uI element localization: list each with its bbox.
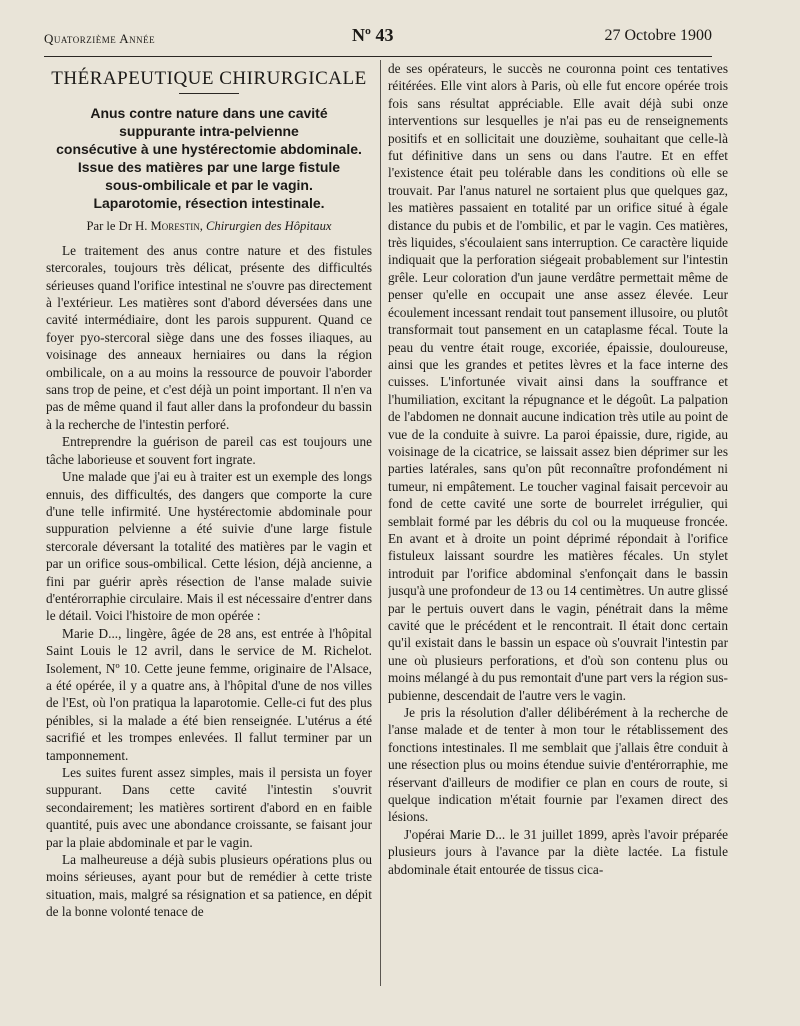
column-divider <box>380 60 381 986</box>
article-title-line: Anus contre nature dans une cavité <box>90 105 328 122</box>
article-title-line: consécutive à une hystérectomie abdominale. <box>56 141 362 158</box>
paragraph: J'opérai Marie D... le 31 juillet 1899, après l'avoir préparée plusieurs jours à l'avance par la diète lactée. La fistule abdominale était entourée de tissus cica- <box>388 826 728 877</box>
paragraph: Marie D..., lingère, âgée de 28 ans, est entrée à l'hôpital Saint Louis le 12 avril, dans le service de M. Richelot. Isolement, Nº 10. Cette jeune femme, originaire de l'Alsace, a été opérée, il y a quatre ans, à l'hôpital d'une de nos villes de l'Est, où l'on pratiqua la laparotomie. Celle-ci fut des plus pénibles, si la malade a été bien renseignée. L'utérus a été sacrifié et les trompes enlevées. Il fallut terminer par un tamponnement. <box>46 625 372 763</box>
paragraph: Entreprendre la guérison de pareil cas est toujours une tâche laborieuse et souvent fort ingrate. <box>46 434 372 467</box>
paragraph: Une malade que j'ai eu à traiter est un exemple des longs ennuis, des difficultés, des dangers que comporte la cure d'une telle infirmité. Une hystérectomie abdominale pour suppuration pelvienne a été suivie d'une large fistule stercorale déversant la totalité des matières par le vagin et par un orifice sous-ombilical. Cette lésion, déjà ancienne, a fini par guérir après résection de l'anse malade suivie d'entérorraphie circulaire. Mais il est nécessaire d'entrer dans le détail. Voici l'histoire de mon opérée : <box>46 469 372 624</box>
byline-prefix: Par le Dr H. <box>86 219 148 234</box>
article-title-line: Issue des matières par une large fistule <box>77 159 341 176</box>
paragraph: Je pris la résolution d'aller délibérément à la recherche de l'anse malade et de tenter à mon tour le rétablissement des fonctions intestinales. Il me semblait que j'allais être conduit à une résection plus ou moins étendue suivie d'entérorraphie, me réservant d'ailleurs de modifier ce plan en cours de route, si quelque indication m'était fournie par l'examen direct des lésions. <box>388 705 728 825</box>
article-title-line: suppurante intra-pelvienne <box>119 123 299 140</box>
left-column <box>46 60 372 1026</box>
article-title-line: Laparotomie, résection intestinale. <box>93 195 325 212</box>
page-header <box>44 24 712 52</box>
byline-role: Chirurgien des Hôpitaux <box>206 219 332 234</box>
title-rule <box>179 93 239 94</box>
article-title-line: sous-ombilicale et par le vagin. <box>105 177 313 194</box>
paragraph: Les suites furent assez simples, mais il persista un foyer suppurant. Dans cette cavité l'intestin s'ouvrit secondairement; les matières sortirent d'abord en en faible quantité, puis avec une abondance croissante, se faisant jour par la plaie abdominale et par le vagin. <box>46 765 372 850</box>
byline <box>46 218 372 235</box>
byline-author: Morestin, <box>150 219 203 234</box>
header-issue-number: Nº 43 <box>352 25 394 45</box>
right-column <box>388 60 728 1026</box>
header-year: Quatorzième Année <box>44 31 156 46</box>
article-title <box>46 104 372 212</box>
section-title: THÉRAPEUTIQUE CHIRURGICALE <box>51 68 367 89</box>
paragraph: Le traitement des anus contre nature et des fistules stercorales, toujours très délicat, présente des difficultés sérieuses quand l'orifice intestinal ne s'ouvre pas directement à l'extérieur. Les matières sont d'abord déversées dans une cavité intermédiaire, dont les parois suppurent. Quand ce foyer pyo-stercoral siège dans une des fosses iliaques, au voisinage des anneaux herniaires ou dans la région ombilicale, on a au moins la ressource de pouvoir l'aborder sans trop de peine, et c'est déjà un point important. Il n'en va pas de même quand il faut aller dans la profondeur du bassin à la recherche de l'intestin perforé. <box>46 242 372 432</box>
header-rule <box>44 56 712 57</box>
header-date: 27 Octobre 1900 <box>604 27 712 44</box>
paragraph: de ses opérateurs, le succès ne couronna point ces tentatives réitérées. Elle vint alors à Paris, où elle fut encore opérée trois fois sans résultat appréciable. Elle avait déjà subi onze interventions sur lesquelles je n'ai pas eu de renseignements positifs et en sollicitait une douzième, souhaitant que celle-là fut définitive dans un sens ou dans l'autre. Et en effet l'existence était peu tolérable dans les conditions où elle se trouvait. Par l'anus naturel ne sortaient plus que quelques gaz, les matières passaient en totalité par un orifice situé à égale distance du pubis et de l'ombilic, et par le vagin. Ces matières, très liquides, s'écoulaient sans interruption. Ce caractère liquide indiquait que la perforation siégeait probablement sur l'intestin grêle. Leur coloration d'un jaune verdâtre permettait même de penser qu'elle en occupait une anse assez élevée. Leur écoulement incessant rendait tout pansement illusoire, ou plutôt transformait tout pansement en un cataplasme fécal. Toute la peau du ventre était rouge, excoriée, épaissie, douloureuse, ainsi que les grandes et petites lèvres et la face interne des cuisses. L'infortunée vivait ainsi dans la souffrance et l'humiliation, excitant la répugnance et le dégoût. La palpation de l'abdomen ne donnait aucune indication très utile au point de vue de la conduite à suivre. La paroi épaissie, dure, rigide, au voisinage de la cicatrice, se laissait assez bien déprimer sur les parties latérales, sans qu'on pût reconnaître profondément ni tumeur, ni empâtement. Le toucher vaginal faisait percevoir au fond de cette cavité une sorte de bourrelet irrégulier, qui semblait formé par les débris du col ou la muqueuse froncée. En avant et à droite un point déprimé répondait à l'orifice fistuleux laissant sourdre les matières fécales. Un stylet introduit par l'orifice abdominal s'enfonçait dans le bassin jusqu'à une profondeur de 13 ou 14 centimètres. Un autre glissé par le pertuis ouvert dans le vagin, pénétrait dans la même cavité que le précédent et le rencontrait. Il était donc certain qu'il existait dans le bassin un espace où s'ouvrait l'intestin par une où plusieurs perforations, et d'où son contenu plus ou moins mélangé à du pus remontait d'une part vers la région sus-pubienne, descendait de l'autre vers le vagin. <box>388 61 728 703</box>
paragraph: La malheureuse a déjà subis plusieurs opérations plus ou moins sérieuses, ayant pour but de remédier à cette triste situation, mais, malgré sa résignation et sa patience, en dépit de la bonne volonté tenace de <box>46 852 372 920</box>
